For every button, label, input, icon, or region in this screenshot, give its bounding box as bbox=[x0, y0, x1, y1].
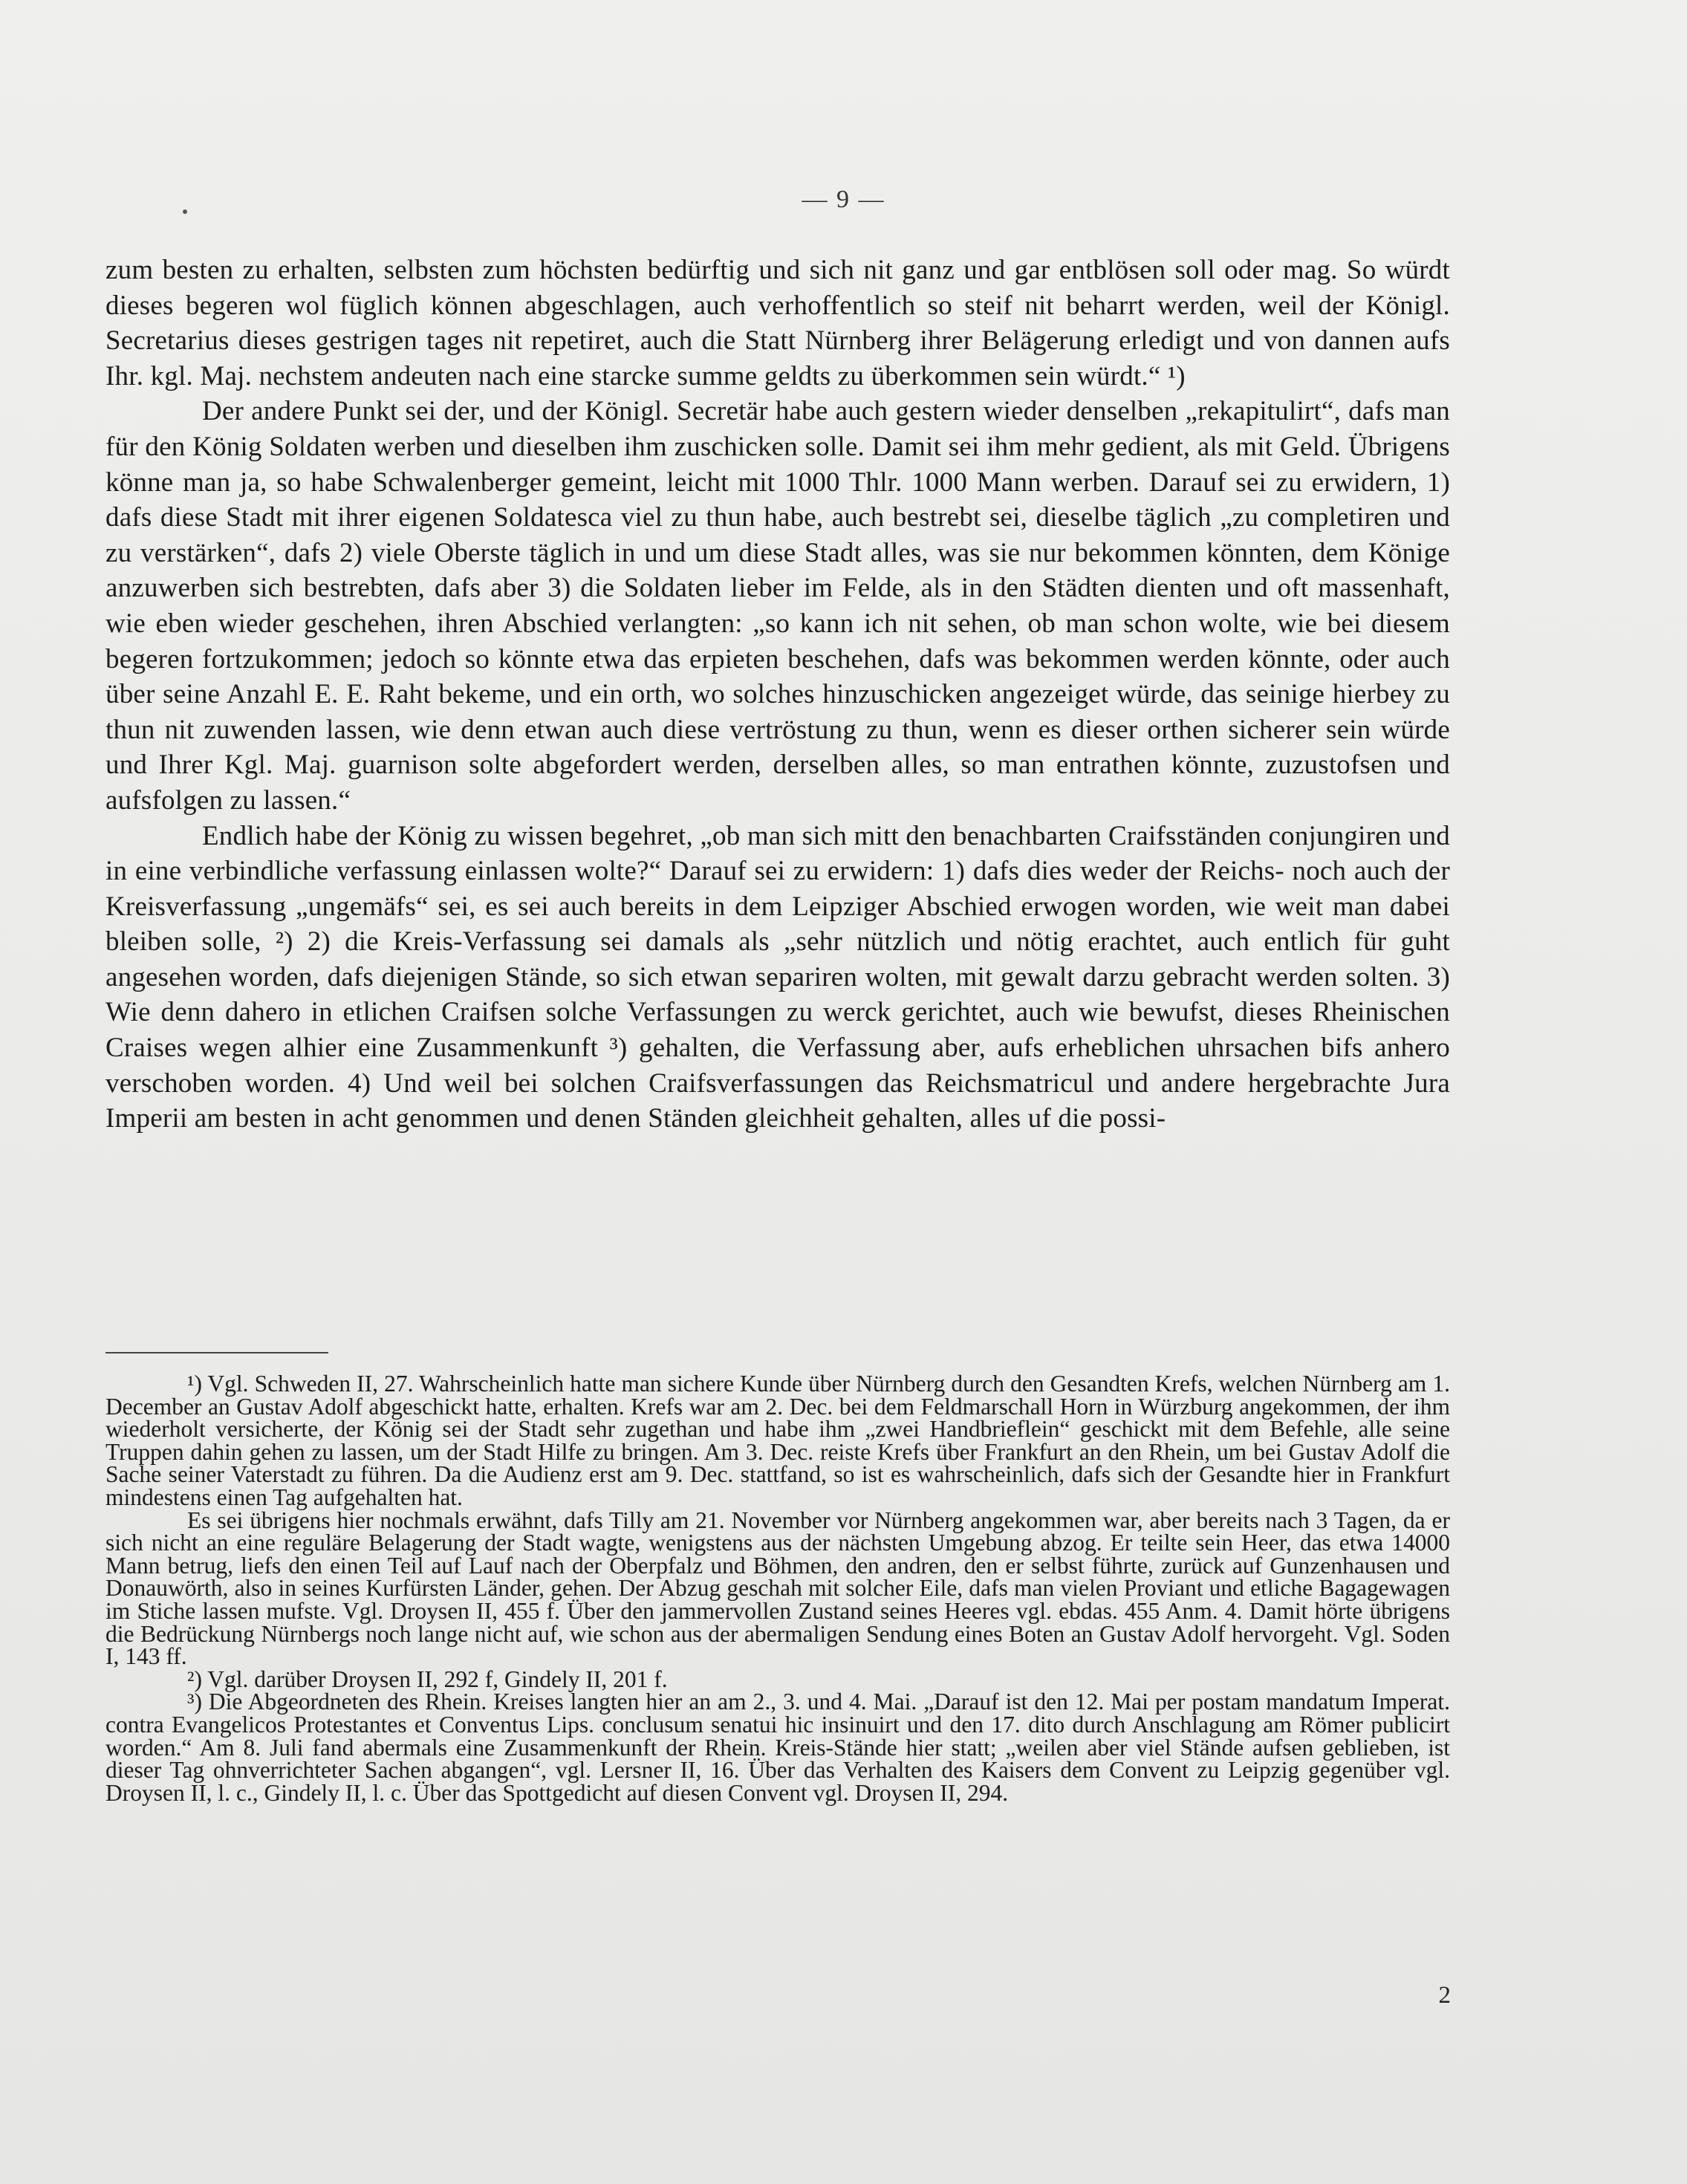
page-number-header: — 9 — bbox=[802, 186, 885, 213]
paragraph-3: Endlich habe der König zu wissen begehret, „ob man sich mitt den benachbarten Craifsständen conjungiren und in eine verbindliche verfassung einlassen wolte?“ Darauf sei zu erwidern: 1) dafs dies weder der Reichs- noch auch der Kreisverfassung „ungemäfs“ sei, es sei auch bereits in dem Leipziger Abschied erwogen worden, wie weit man dabei bleiben solle, ²) 2) die Kreis-Verfassung sei damals als „sehr nützlich und nötig erachtet, auch entlich für guht angesehen worden, dafs diejenigen Stände, so sich etwan separiren wolten, mit gewalt darzu gebracht werden solten. 3) Wie denn dahero in etlichen Craifsen solche Verfassungen zu werck gerichtet, auch wie bewufst, dieses Rheinischen Craises wegen alhier eine Zusammenkunft ³) gehalten, die Verfassung aber, aufs erheblichen uhrsachen bifs anhero verschoben worden. 4) Und weil bei solchen Craifsverfassungen das Reichsmatricul und andere hergebrachte Jura Imperii am besten in acht genommen und denen Ständen gleichheit gehalten, alles uf die possi- bbox=[105, 820, 1450, 1134]
signature-mark: 2 bbox=[1438, 1982, 1451, 2009]
footnote-1-continuation: Es sei übrigens hier nochmals erwähnt, dafs Tilly am 21. November vor Nürnberg angekommen war, aber bereits nach 3 Tagen, da er sich nicht an eine reguläre Belagerung der Stadt wagte, wenigstens aus der nächsten Umgebung abzog. Er teilte sein Heer, das etwa 14000 Mann betrug, liefs den einen Teil auf Lauf nach der Oberpfalz und Böhmen, den andren, den er selbst führte, zurück auf Gunzenhausen und Donauwörth, also in seines Kurfürsten Länder, gehen. Der Abzug geschah mit solcher Eile, dafs man vielen Proviant und etliche Bagagewagen im Stiche lassen mufste. Vgl. Droysen II, 455 f. Über den jammervollen Zustand seines Heeres vgl. ebdas. 455 Anm. 4. Damit hörte übrigens die Bedrückung Nürnbergs noch lange nicht auf, wie schon aus der abermaligen Sendung eines Boten an Gustav Adolf hervorgeht. Vgl. Soden I, 143 ff. bbox=[105, 1507, 1450, 1670]
footnote-2: ²) Vgl. darüber Droysen II, 292 f, Gindely II, 201 f. bbox=[187, 1665, 668, 1692]
footnote-separator bbox=[105, 1352, 328, 1353]
footnote-3: ³) Die Abgeordneten des Rhein. Kreises langten hier an am 2., 3. und 4. Mai. „Darauf ist den 12. Mai per postam mandatum Imperat. contra Evangelicos Protestantes et Conventus Lips. conclusum senatui hic insinuirt und den 17. dito durch Anschlagung am Römer publicirt worden.“ Am 8. Juli fand abermals eine Zusammenkunft der Rhein. Kreis-Stände hier statt; „weilen aber viel Stände aufsen geblieben, ist dieser Tag ohnverrichteter Sachen abgangen“, vgl. Lersner II, 16. Über das Verhalten des Kaisers dem Convent zu Leipzig gegenüber vgl. Droysen II, l. c., Gindely II, l. c. Über das Spottgedicht auf diesen Convent vgl. Droysen II, 294. bbox=[105, 1689, 1450, 1806]
footnotes bbox=[105, 1373, 1450, 1804]
paragraph-2: Der andere Punkt sei der, und der Königl. Secretär habe auch gestern wieder denselben „rekapitulirt“, dafs man für den König Soldaten werben und dieselben ihm zuschicken solle. Damit sei ihm mehr gedient, als mit Geld. Übrigens könne man ja, so habe Schwalenberger gemeint, leicht mit 1000 Thlr. 1000 Mann werben. Darauf sei zu erwidern, 1) dafs diese Stadt mit ihrer eigenen Soldatesca viel zu thun habe, auch bestrebt sei, dieselbe täglich „zu completiren und zu verstärken“, dafs 2) viele Oberste täglich in und um diese Stadt alles, was sie nur bekommen könnten, dem Könige anzuwerben sich bestrebten, dafs aber 3) die Soldaten lieber im Felde, als in den Städten dienten und oft massenhaft, wie eben wieder geschehen, ihren Abschied verlangten: „so kann ich nit sehen, ob man schon wolte, wie bei diesem begeren fortzukommen; jedoch so könnte etwa das erpieten beschehen, dafs was bekommen werden könnte, oder auch über seine Anzahl E. E. Raht bekeme, und ein orth, wo solches hinzuschicken angezeiget würde, das seinige hierbey zu thun nit zuwenden lassen, wie denn etwan auch diese vertröstung zu thun, wenn es dieser orthen sicherer sein würde und Ihrer Kgl. Maj. guarnison solte abgefordert werden, derselben alles, so man entrathen könnte, zuzustofsen und aufsfolgen zu lassen.“ bbox=[105, 396, 1450, 816]
footnote-1: ¹) Vgl. Schweden II, 27. Wahrscheinlich hatte man sichere Kunde über Nürnberg durch den Gesandten Krefs, welchen Nürnberg am 1. December an Gustav Adolf abgeschickt hatte, erhalten. Krefs war am 2. Dec. bei dem Feldmarschall Horn in Würzburg angekommen, der ihm wiederholt versicherte, der König sei der Stadt sehr zugethan und habe ihm „zwei Handbrieflein“ geschickt mit dem Befehle, alle seine Truppen dahin gehen zu lassen, um der Stadt Hilfe zu bringen. Am 3. Dec. reiste Krefs über Frankfurt an den Rhein, um bei Gustav Adolf die Sache seiner Vaterstadt zu führen. Da die Audienz erst am 9. Dec. stattfand, so ist es wahrscheinlich, dafs sich der Gesandte hier in Frankfurt mindestens einen Tag aufgehalten hat. bbox=[105, 1371, 1450, 1510]
paragraph-1: zum besten zu erhalten, selbsten zum höchsten bedürftig und sich nit ganz und gar entblösen soll oder mag. So würdt dieses begeren wol füglich können abgeschlagen, auch verhoffentlich so steif nit beharrt werden, weil der Königl. Secretarius dieses gestrigen tages nit repetiret, auch die Statt Nürnberg ihrer Belägerung erledigt und von dannen aufs Ihr. kgl. Maj. nechstem andeuten nach eine starcke summe geldts zu überkommen sein würdt.“ ¹) bbox=[105, 255, 1450, 391]
main-text bbox=[105, 253, 1450, 1137]
